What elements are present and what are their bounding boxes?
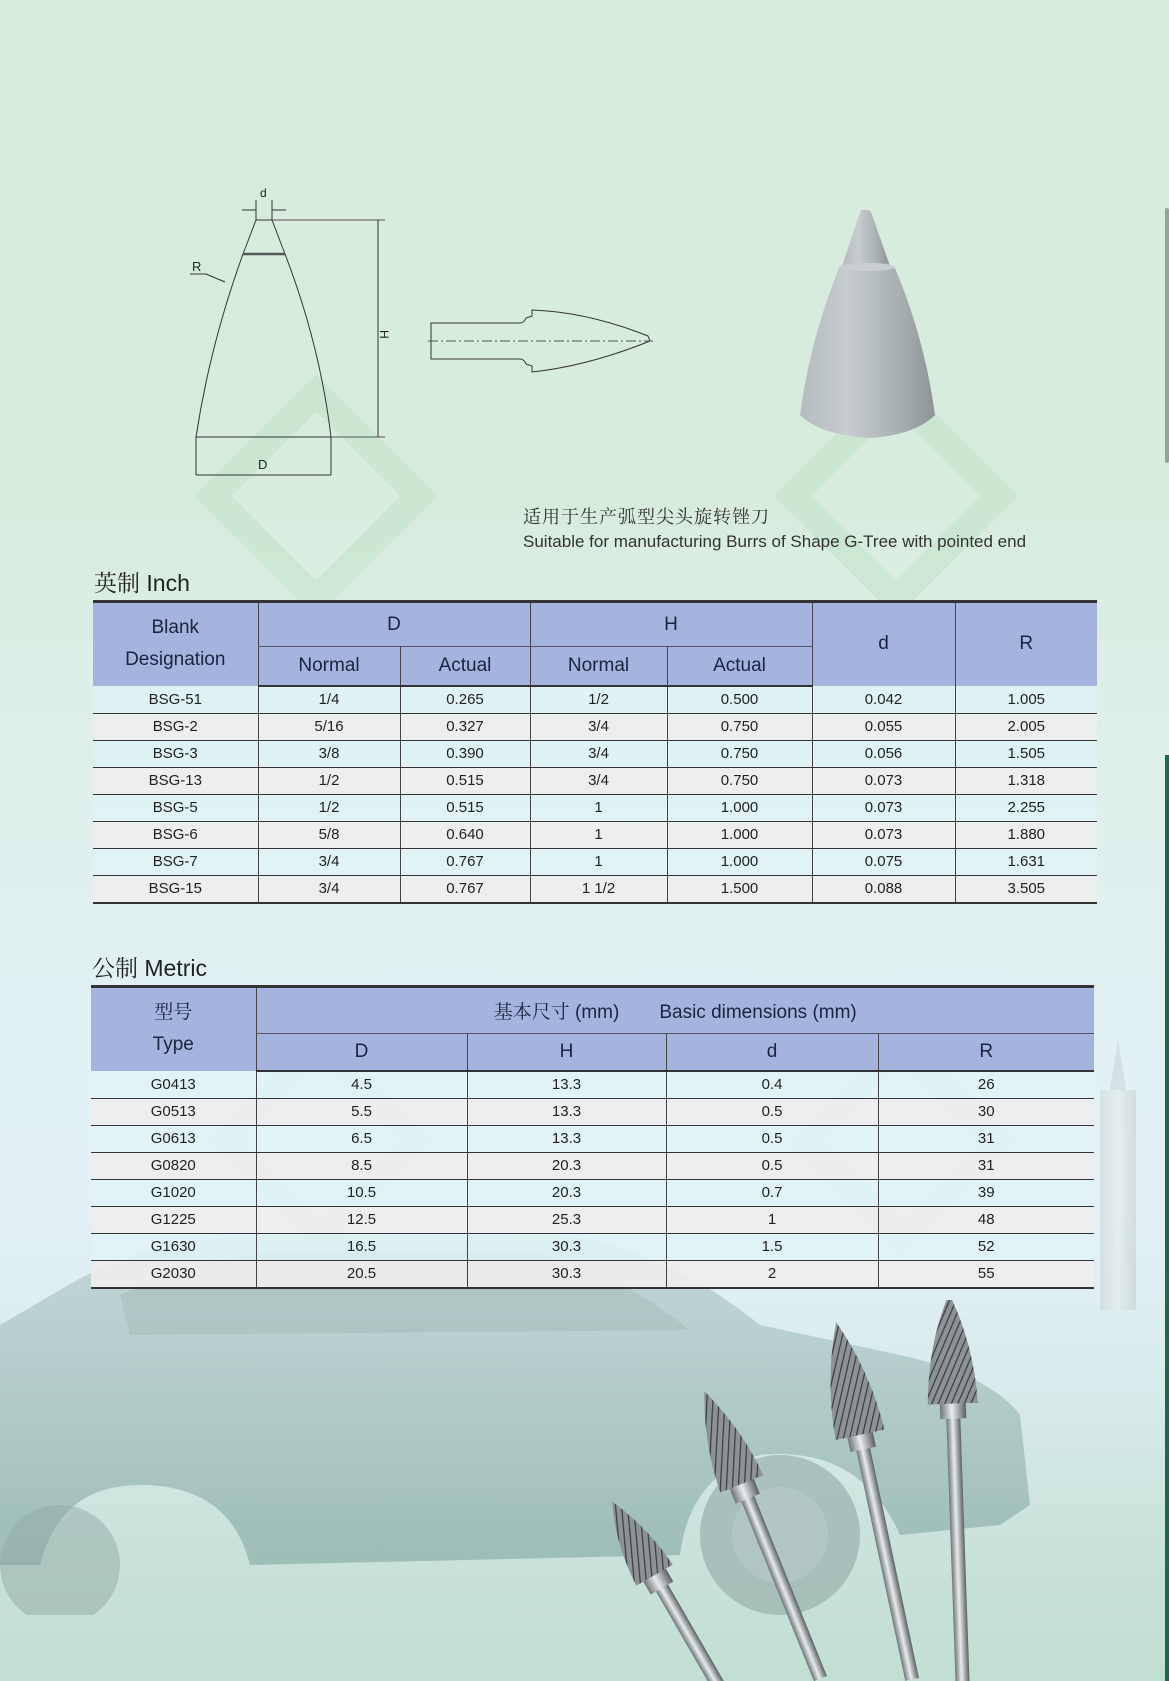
skyscraper-backdrop <box>1100 1090 1136 1310</box>
table-row <box>91 1152 1094 1179</box>
cell-H-normal: 3/4 <box>530 713 667 740</box>
header-D: D <box>258 602 530 647</box>
cell-D-normal: 1/2 <box>258 794 400 821</box>
header-D: D <box>256 1034 467 1071</box>
cell-D: 16.5 <box>256 1233 467 1260</box>
cell-d: 0.7 <box>666 1179 878 1206</box>
cell-H-actual: 1.500 <box>667 875 812 903</box>
table-row <box>91 1098 1094 1125</box>
cell-type: G0613 <box>91 1125 256 1152</box>
cell-D-actual: 0.767 <box>400 875 530 903</box>
cell-d: 1 <box>666 1206 878 1233</box>
label-D: D <box>258 457 268 472</box>
cell-D-actual: 0.515 <box>400 767 530 794</box>
cell-R: 2.005 <box>955 713 1097 740</box>
cell-D-actual: 0.640 <box>400 821 530 848</box>
cell-D-normal: 3/4 <box>258 875 400 903</box>
table-row <box>91 1206 1094 1233</box>
cell-D-actual: 0.515 <box>400 794 530 821</box>
cell-designation: BSG-51 <box>93 686 258 714</box>
cell-D-normal: 1/4 <box>258 686 400 714</box>
cell-H-normal: 1 1/2 <box>530 875 667 903</box>
cell-R: 55 <box>878 1260 1094 1288</box>
cell-H: 25.3 <box>467 1206 666 1233</box>
cell-d: 0.073 <box>812 821 955 848</box>
page-edge-bar <box>1165 208 1169 463</box>
cell-designation: BSG-2 <box>93 713 258 740</box>
header-R: R <box>878 1034 1094 1071</box>
table-row <box>93 794 1097 821</box>
cell-H: 13.3 <box>467 1125 666 1152</box>
cell-d: 0.042 <box>812 686 955 714</box>
cell-d: 0.4 <box>666 1071 878 1099</box>
header-D-actual: Actual <box>400 647 530 686</box>
cell-H-actual: 1.000 <box>667 821 812 848</box>
header-H-normal: Normal <box>530 647 667 686</box>
table-row <box>93 767 1097 794</box>
caption-chinese: 适用于生产弧型尖头旋转锉刀 <box>523 507 770 527</box>
header-H-actual: Actual <box>667 647 812 686</box>
cell-d: 0.075 <box>812 848 955 875</box>
cell-R: 52 <box>878 1233 1094 1260</box>
metric-spec-table <box>91 985 1094 1289</box>
cell-H: 30.3 <box>467 1233 666 1260</box>
cell-designation: BSG-7 <box>93 848 258 875</box>
cell-R: 31 <box>878 1125 1094 1152</box>
caption-english: Suitable for manufacturing Burrs of Shape G-Tree with pointed end <box>523 532 1027 551</box>
cell-D: 12.5 <box>256 1206 467 1233</box>
cell-designation: BSG-5 <box>93 794 258 821</box>
cell-D: 5.5 <box>256 1098 467 1125</box>
cell-D-normal: 3/8 <box>258 740 400 767</box>
cell-H: 20.3 <box>467 1179 666 1206</box>
label-d: d <box>260 186 267 200</box>
burr-side-view-drawing <box>428 306 658 376</box>
table-row <box>91 1071 1094 1099</box>
cell-H-actual: 0.750 <box>667 740 812 767</box>
cell-d: 0.5 <box>666 1098 878 1125</box>
cell-H: 30.3 <box>467 1260 666 1288</box>
table-row <box>93 686 1097 714</box>
cell-d: 0.5 <box>666 1125 878 1152</box>
inch-spec-table <box>93 600 1097 904</box>
cell-H: 20.3 <box>467 1152 666 1179</box>
cell-D: 8.5 <box>256 1152 467 1179</box>
cell-H-actual: 0.750 <box>667 767 812 794</box>
cell-H-actual: 1.000 <box>667 848 812 875</box>
table-row <box>91 1233 1094 1260</box>
cell-H: 13.3 <box>467 1071 666 1099</box>
profile-technical-drawing <box>180 185 400 485</box>
cell-type: G0820 <box>91 1152 256 1179</box>
cell-D: 4.5 <box>256 1071 467 1099</box>
label-R: R <box>192 259 202 274</box>
cell-type: G0513 <box>91 1098 256 1125</box>
table-row <box>93 821 1097 848</box>
table-row <box>91 1260 1094 1288</box>
header-d: d <box>812 602 955 686</box>
cell-D-actual: 0.327 <box>400 713 530 740</box>
cell-R: 31 <box>878 1152 1094 1179</box>
cell-D-normal: 3/4 <box>258 848 400 875</box>
cell-D: 6.5 <box>256 1125 467 1152</box>
cell-H: 13.3 <box>467 1098 666 1125</box>
cell-R: 30 <box>878 1098 1094 1125</box>
cell-designation: BSG-3 <box>93 740 258 767</box>
header-D-normal: Normal <box>258 647 400 686</box>
cell-type: G1225 <box>91 1206 256 1233</box>
cell-designation: BSG-6 <box>93 821 258 848</box>
cell-D: 10.5 <box>256 1179 467 1206</box>
cell-d: 2 <box>666 1260 878 1288</box>
cell-d: 0.5 <box>666 1152 878 1179</box>
page-edge-bar <box>1165 755 1169 1681</box>
table-row <box>91 1125 1094 1152</box>
cell-H-normal: 1/2 <box>530 686 667 714</box>
cell-H-actual: 0.750 <box>667 713 812 740</box>
cell-R: 26 <box>878 1071 1094 1099</box>
table-row <box>93 875 1097 903</box>
table-row <box>93 713 1097 740</box>
cell-R: 1.318 <box>955 767 1097 794</box>
header-blank-designation: Blank Designation <box>93 602 258 686</box>
cell-type: G0413 <box>91 1071 256 1099</box>
table-row <box>93 848 1097 875</box>
label-H: H <box>377 330 391 339</box>
inch-section-title: 英制 Inch <box>94 570 190 596</box>
table-row <box>91 1179 1094 1206</box>
carbide-blank-photo <box>795 210 945 450</box>
cell-d: 0.073 <box>812 794 955 821</box>
cell-D-normal: 5/16 <box>258 713 400 740</box>
header-type: 型号 Type <box>91 987 256 1071</box>
cell-R: 48 <box>878 1206 1094 1233</box>
cell-d: 0.056 <box>812 740 955 767</box>
cell-H-normal: 3/4 <box>530 740 667 767</box>
cell-R: 1.631 <box>955 848 1097 875</box>
cell-H-normal: 1 <box>530 821 667 848</box>
cell-H-normal: 3/4 <box>530 767 667 794</box>
cell-d: 1.5 <box>666 1233 878 1260</box>
cell-type: G1020 <box>91 1179 256 1206</box>
header-H: H <box>530 602 812 647</box>
cell-R: 3.505 <box>955 875 1097 903</box>
cell-R: 2.255 <box>955 794 1097 821</box>
header-H: H <box>467 1034 666 1071</box>
cell-H-normal: 1 <box>530 794 667 821</box>
cell-R: 1.880 <box>955 821 1097 848</box>
cell-d: 0.088 <box>812 875 955 903</box>
cell-R: 1.005 <box>955 686 1097 714</box>
cell-D-actual: 0.390 <box>400 740 530 767</box>
rotary-burrs-photo <box>540 1300 1060 1681</box>
cell-R: 39 <box>878 1179 1094 1206</box>
cell-D-actual: 0.767 <box>400 848 530 875</box>
table-row <box>93 740 1097 767</box>
cell-D-normal: 5/8 <box>258 821 400 848</box>
cell-type: G2030 <box>91 1260 256 1288</box>
cell-H-actual: 0.500 <box>667 686 812 714</box>
cell-d: 0.073 <box>812 767 955 794</box>
cell-H-actual: 1.000 <box>667 794 812 821</box>
cell-d: 0.055 <box>812 713 955 740</box>
header-basic-dimensions: 基本尺寸 (mm) Basic dimensions (mm) <box>256 987 1094 1034</box>
cell-D: 20.5 <box>256 1260 467 1288</box>
cell-designation: BSG-13 <box>93 767 258 794</box>
cell-R: 1.505 <box>955 740 1097 767</box>
cell-designation: BSG-15 <box>93 875 258 903</box>
header-R: R <box>955 602 1097 686</box>
header-d: d <box>666 1034 878 1071</box>
cell-H-normal: 1 <box>530 848 667 875</box>
cell-D-normal: 1/2 <box>258 767 400 794</box>
metric-section-title: 公制 Metric <box>92 955 207 981</box>
cell-type: G1630 <box>91 1233 256 1260</box>
cell-D-actual: 0.265 <box>400 686 530 714</box>
